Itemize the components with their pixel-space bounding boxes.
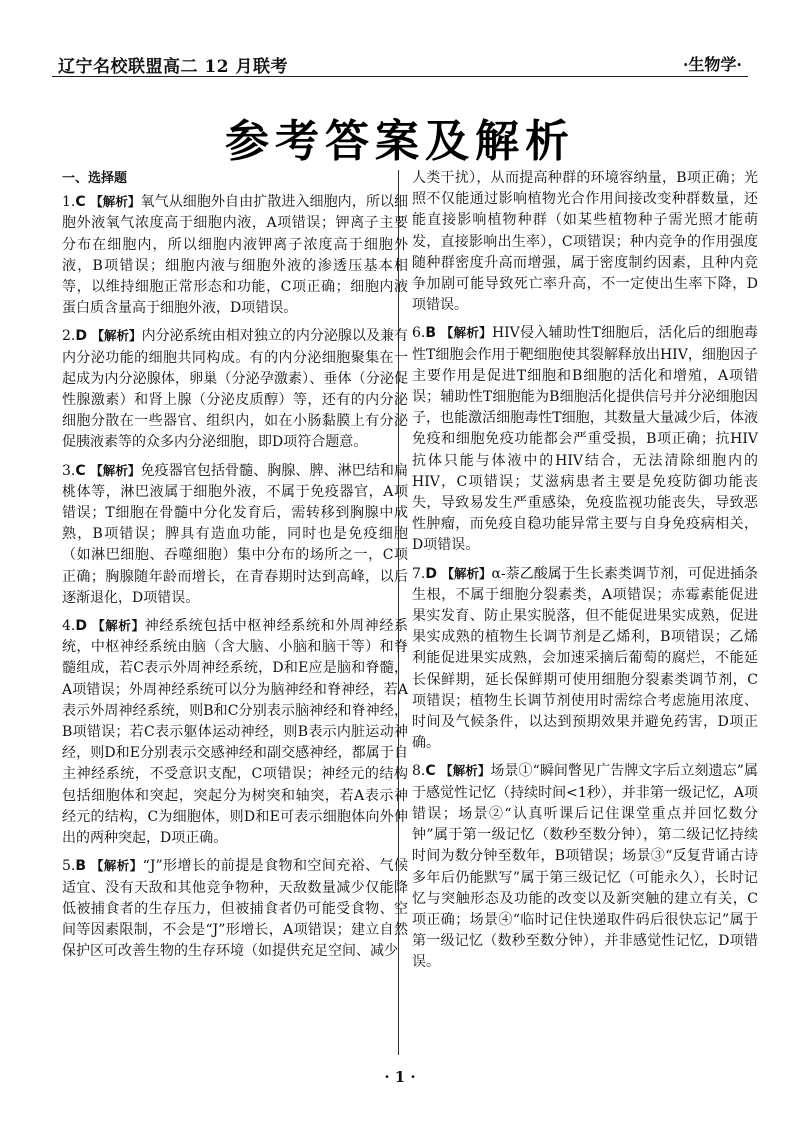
analysis-tag: 【解析】 [91, 328, 142, 344]
answer-item-1 [62, 191, 408, 319]
item-explanation: α-萘乙酸属于生长素类调节剂，可促进插条生根，不属于细胞分裂素类，A项错误；赤霉素能促进果实发育、防止果实脱落，但不能促进果实成熟，促进果实成熟的植物生长调节剂是乙烯利，B项错误；乙烯利能促进果实成熟，会加速采摘后葡萄的腐烂，不能延长保鲜期，延长保鲜期可使用细胞分裂素类调节剂，C项错误；植物生长调节剂使用时需综合考虑施用浓度、时间及气候条件，以达到预期效果并避免药害，D项正确。 [412, 565, 758, 752]
analysis-tag: 【解析】 [90, 194, 141, 210]
answer-item-8 [412, 760, 758, 973]
analysis-tag: 【解析】 [440, 325, 492, 341]
answer-item-4 [62, 615, 408, 849]
analysis-tag: 【解析】 [92, 618, 145, 634]
analysis-tag: 【解析】 [90, 462, 141, 478]
item-explanation: HIV侵入辅助性T细胞后，活化后的细胞毒性T细胞会作用于靶细胞使其裂解释放出HIV，细胞因子主要作用是促进T细胞和B细胞的活化和增殖，A项错误；辅助性T细胞能为B细胞活化提供信号并分泌细胞因子，也能激活细胞毒性T细胞，其数量大量减少后，体液免疫和细胞免疫功能都会严重受损，B项正确；抗HIV抗体只能与体液中的HIV结合，无法清除细胞内的HIV，C项错误；艾滋病患者主要是免疫防御功能丧失，导致易发生严重感染，免疫监视功能丧失，导致恶性肿瘤，而免疫自稳功能异常主要与自身免疫病相关，D项错误。 [412, 325, 759, 554]
item-number: 6. [412, 325, 426, 342]
item-number: 2. [62, 328, 76, 345]
analysis-tag: 【解析】 [440, 763, 491, 779]
header-rule [52, 76, 748, 77]
answer-item-7 [412, 563, 758, 755]
page-header [52, 50, 748, 76]
item-answer: B [425, 325, 437, 342]
item-answer: C [75, 194, 86, 211]
item-number: 5. [62, 858, 76, 875]
answer-item-3 [62, 460, 408, 609]
right-column [412, 168, 758, 980]
item-answer: D [425, 565, 437, 582]
item-explanation: “J”形增长的前提是食物和空间充裕、气候适宜、没有天敌和其他竞争物种，天敌数量减少仅能降低被捕食者的生存压力，但被捕食者仍可能受食物、空间等因素限制，不会是“J”形增长，A项错误；建立自然保护区可改善生物的生存环境（如提供充足空间、减少 [62, 858, 408, 960]
item-explanation: 场景①“瞬间瞥见广告牌文字后立刻遗忘”属于感觉性记忆（持续时间<1秒），并非第一级记忆，A项错误；场景②“认真听课后记住课堂重点并回忆数分钟”属于第一级记忆（数秒至数分钟），第二级记忆持续时间为数分钟至数年，B项错误；场景③“反复背诵古诗多年后仍能默写”属于第三级记忆（可能永久），长时记忆与突触形态及功能的改变以及新突触的建立有关，C项正确；场景④“临时记住快递取件码后很快忘记”属于第一级记忆（数秒至数分钟），并非感觉性记忆，D项错误。 [412, 763, 758, 971]
item-5-continuation: 人类干扰），从而提高种群的环境容纳量，B项正确；光照不仅能通过影响植物光合作用间接改变种群数量，还能直接影响植物种群（如某些植物种子需光照才能萌发，直接影响出生率），C项错误；种内竞争的作用强度随种群密度升高而增强，属于密度制约因素，且种内竞争加剧可能导致死亡率升高，不一定使出生率下降，D项错误。 [412, 170, 758, 314]
item-answer: C [75, 462, 86, 479]
item-answer: C [425, 763, 436, 780]
page-number: · 1 · [384, 1068, 416, 1086]
answer-item-5 [62, 855, 408, 962]
document-title: 参考答案及解析 [225, 116, 575, 167]
item-number: 3. [62, 462, 76, 479]
item-answer: D [75, 618, 87, 635]
item-number: 7. [412, 565, 426, 582]
item-explanation: 内分泌系统由相对独立的内分泌腺以及兼有内分泌功能的细胞共同构成。有的内分泌细胞聚集在一起成为内分泌腺体，卵巢（分泌孕激素）、垂体（分泌促性腺激素）和肾上腺（分泌皮质醇）等，还有的内分泌细胞分散在一些器官、组织内，如在小肠黏膜上有分泌促胰液素等的众多内分泌细胞，即D项符合题意。 [62, 328, 409, 451]
analysis-tag: 【解析】 [90, 858, 143, 874]
item-number: 1. [62, 194, 76, 211]
answer-item-6 [412, 322, 758, 556]
exam-title: 辽宁名校联盟高二 12 月联考 [58, 57, 288, 77]
item-number: 8. [412, 763, 426, 780]
item-explanation: 免疫器官包括骨髓、胸腺、脾、淋巴结和扁桃体等，淋巴液属于细胞外液，不属于免疫器官，A项错误；T细胞在骨髓中分化发育后，需转移到胸腺中成熟，B项错误；脾具有造血功能，同时也是免疫细胞（如淋巴细胞、吞噬细胞）集中分布的场所之一，C项正确；胸腺随年龄而增长，在青春期时达到高峰，以后逐渐退化，D项错误。 [62, 462, 409, 606]
item-answer: B [75, 858, 87, 875]
item-answer: D [75, 328, 87, 345]
item-explanation: 神经系统包括中枢神经系统和外周神经系统，中枢神经系统由脑（含大脑、小脑和脑干等）和脊髓组成，若C表示外周神经系统，D和E应是脑和脊髓，A项错误；外周神经系统可以分为脑神经和脊神经，若A表示外周神经系统，则B和C分别表示脑神经和脊神经，B项错误；若C表示躯体运动神经，则B表示内脏运动神经，则D和E分别表示交感神经和副交感神经，都属于自主神经系统，不受意识支配，C项错误；神经元的结构包括细胞体和突起，突起分为树突和轴突，若A表示神经元的结构，C为细胞体，则D和E可表示细胞体向外伸出的两种突起，D项正确。 [62, 618, 409, 847]
left-column [62, 168, 408, 968]
item-explanation: 氧气从细胞外自由扩散进入细胞内，所以细胞外液氧气浓度高于细胞内液，A项错误；钾离子主要分布在细胞内，所以细胞内液钾离子浓度高于细胞外液，B项错误；细胞内液与细胞外液的渗透压基本相等，以维持细胞正常形态和功能，C项正确；细胞内液蛋白质含量高于细胞外液，D项错误。 [62, 194, 409, 317]
item-number: 4. [62, 618, 76, 635]
analysis-tag: 【解析】 [441, 565, 492, 581]
answer-item-2 [62, 325, 408, 453]
subject-label: ·生物学· [682, 55, 742, 74]
section-title: 一、选择题 [62, 171, 128, 186]
